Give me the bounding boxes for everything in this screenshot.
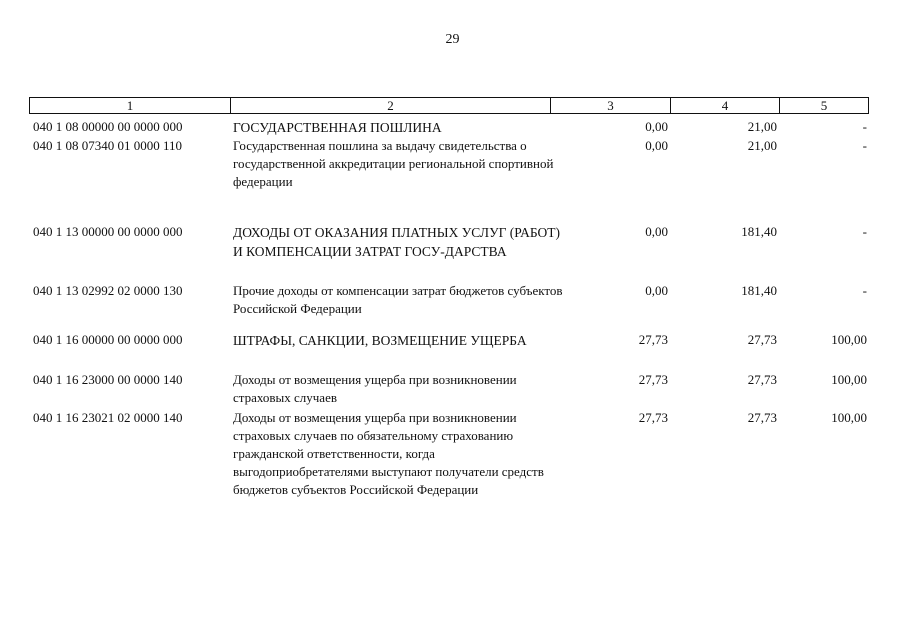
row-value-4: 21,00 bbox=[747, 138, 777, 153]
row-code: 040 1 13 00000 00 0000 000 bbox=[33, 224, 183, 239]
row-value-5: - bbox=[862, 283, 867, 298]
row-value-3: 27,73 bbox=[638, 410, 668, 425]
row-value-5: - bbox=[862, 224, 867, 239]
row-value-5: 100,00 bbox=[831, 372, 867, 387]
row-value-5: 100,00 bbox=[831, 332, 867, 347]
row-name: Государственная пошлина за выдачу свидетельства о государственной аккредитации региональной спортивной федерации bbox=[233, 138, 554, 189]
row-name: ДОХОДЫ ОТ ОКАЗАНИЯ ПЛАТНЫХ УСЛУГ (РАБОТ) И КОМПЕНСАЦИИ ЗАТРАТ ГОСУ-ДАРСТВА bbox=[233, 225, 560, 259]
column-header-3: 3 bbox=[551, 98, 671, 114]
column-header-5: 5 bbox=[780, 98, 869, 114]
row-code: 040 1 16 23021 02 0000 140 bbox=[33, 410, 183, 425]
row-value-4: 181,40 bbox=[741, 283, 777, 298]
row-code: 040 1 13 02992 02 0000 130 bbox=[33, 283, 183, 298]
row-value-5: - bbox=[862, 119, 867, 134]
column-header-row bbox=[30, 98, 869, 114]
column-header-2: 2 bbox=[231, 98, 551, 114]
row-name: ШТРАФЫ, САНКЦИИ, ВОЗМЕЩЕНИЕ УЩЕРБА bbox=[233, 333, 527, 348]
row-value-3: 0,00 bbox=[645, 119, 668, 134]
row-value-3: 0,00 bbox=[645, 283, 668, 298]
row-code: 040 1 08 07340 01 0000 110 bbox=[33, 138, 183, 153]
column-header-4: 4 bbox=[671, 98, 780, 114]
row-code: 040 1 08 00000 00 0000 000 bbox=[33, 119, 183, 134]
row-value-5: 100,00 bbox=[831, 410, 867, 425]
row-value-3: 27,73 bbox=[638, 372, 668, 387]
row-value-3: 27,73 bbox=[638, 332, 668, 347]
row-value-3: 0,00 bbox=[645, 224, 668, 239]
row-code: 040 1 16 00000 00 0000 000 bbox=[33, 332, 183, 347]
row-name: Доходы от возмещения ущерба при возникновении страховых случаев bbox=[233, 372, 517, 405]
row-name: ГОСУДАРСТВЕННАЯ ПОШЛИНА bbox=[233, 120, 442, 135]
row-value-5: - bbox=[862, 138, 867, 153]
page-number: 29 bbox=[445, 32, 460, 47]
row-name: Доходы от возмещения ущерба при возникновении страховых случаев по обязательному страхованию гражданской ответственности, когда выгодоприобретателями выступают получатели средств бюджетов субъектов Российской Федерации bbox=[233, 410, 544, 497]
column-header-table bbox=[29, 97, 869, 114]
row-value-4: 27,73 bbox=[747, 332, 777, 347]
row-code: 040 1 16 23000 00 0000 140 bbox=[33, 372, 183, 387]
row-value-3: 0,00 bbox=[645, 138, 668, 153]
row-value-4: 27,73 bbox=[747, 372, 777, 387]
row-value-4: 181,40 bbox=[741, 224, 777, 239]
column-header-1: 1 bbox=[30, 98, 231, 114]
row-name: Прочие доходы от компенсации затрат бюджетов субъектов Российской Федерации bbox=[233, 283, 563, 316]
row-value-4: 21,00 bbox=[747, 119, 777, 134]
row-value-4: 27,73 bbox=[747, 410, 777, 425]
